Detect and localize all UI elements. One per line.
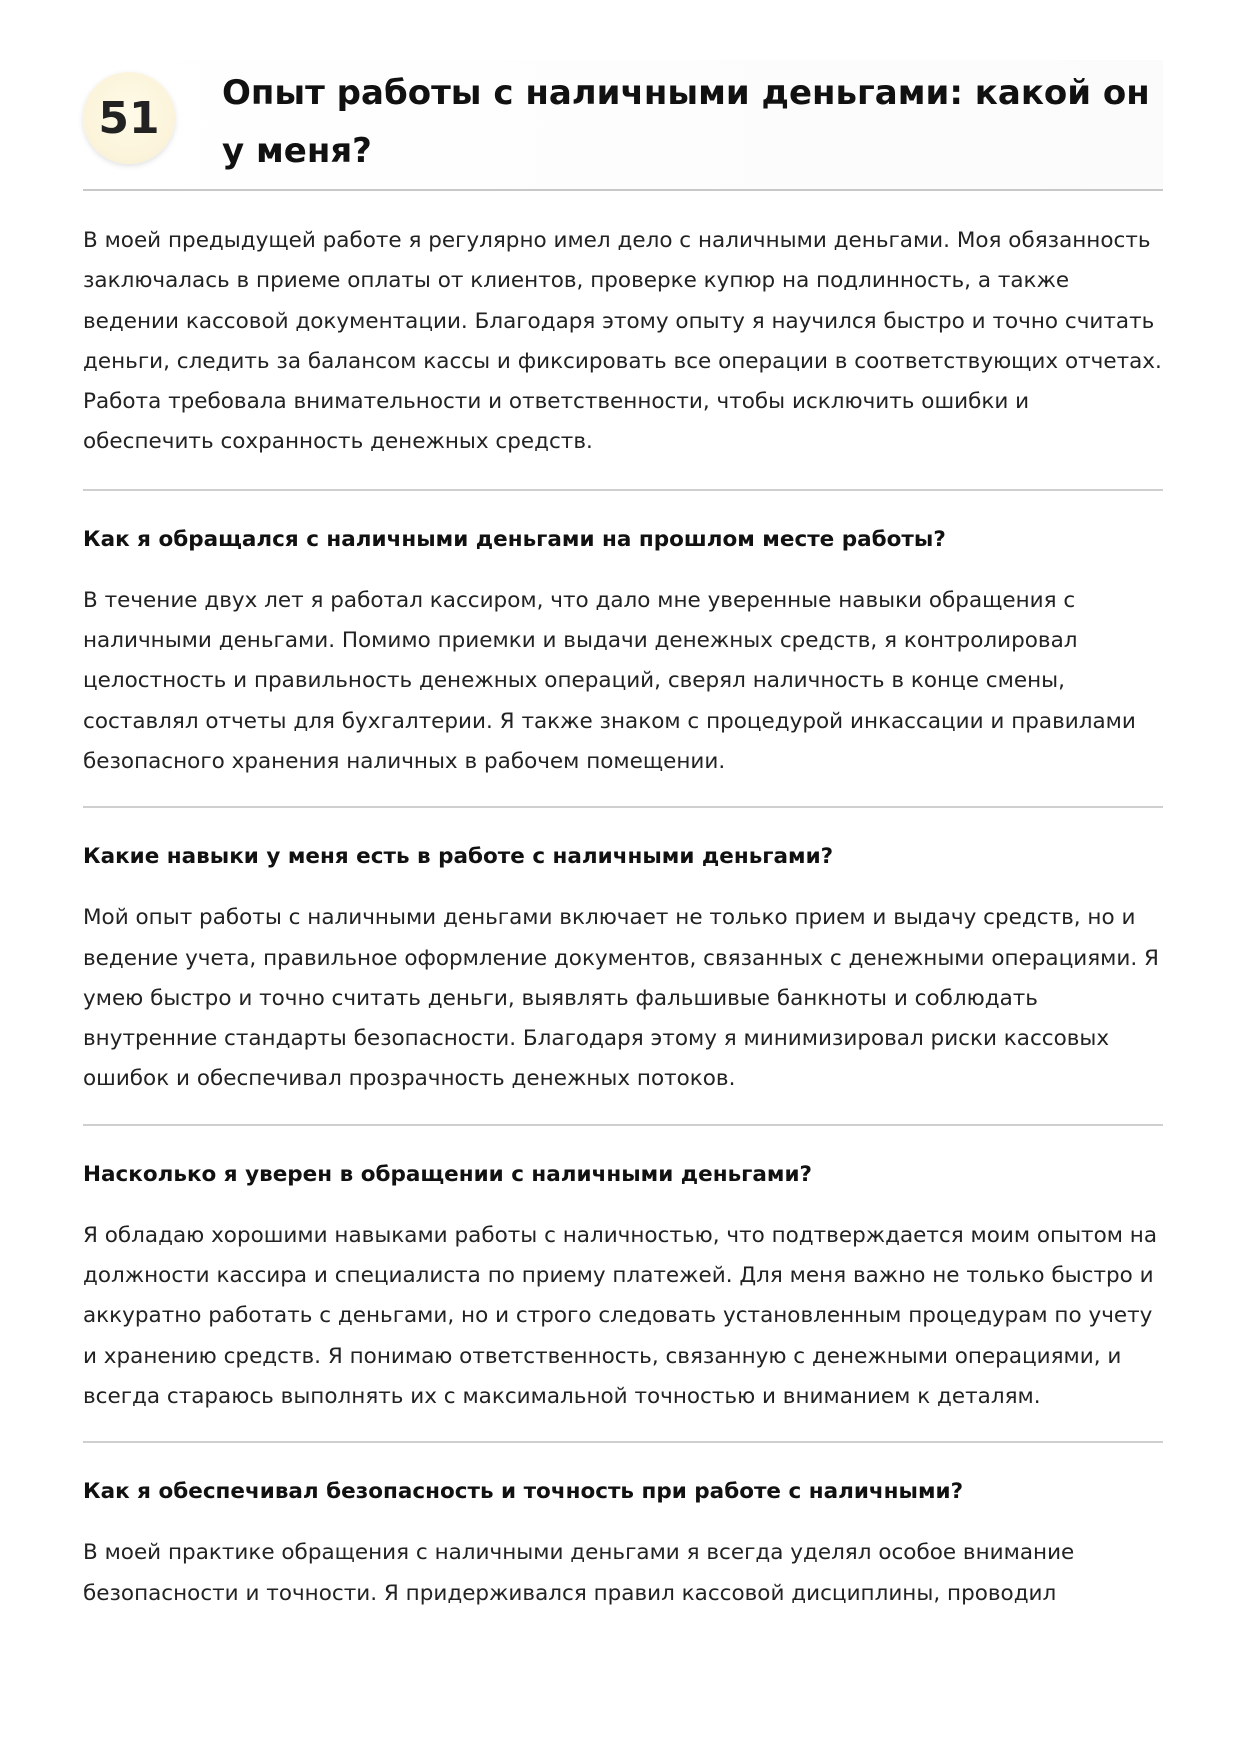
intro-section — [83, 191, 1163, 491]
intro-paragraph: В моей предыдущей работе я регулярно имел дело с наличными деньгами. Моя обязанность заключалась в приеме оплаты от клиентов, проверке купюр на подлинность, а также ведении кассовой документации. Благодаря этому опыту я научился быстро и точно считать деньги, следить за балансом кассы и фиксировать все операции в соответствующих отчетах. Работа требовала внимательности и ответственности, чтобы исключить ошибки и обеспечить сохранность денежных средств. — [83, 228, 1162, 455]
qa-section — [83, 1443, 1163, 1638]
section-answer: Мой опыт работы с наличными деньгами включает не только прием и выдачу средств, но и ведение учета, правильное оформление документов, связанных с денежными операциями. Я умею быстро и точно считать деньги, выявлять фальшивые банкноты и соблюдать внутренние стандарты безопасности. Благодаря этому я минимизировал риски кассовых ошибок и обеспечивал прозрачность денежных потоков. — [83, 905, 1159, 1092]
section-heading: Насколько я уверен в обращении с наличными деньгами? — [83, 1161, 813, 1187]
page-title: Опыт работы с наличными деньгами: какой он у меня? — [222, 73, 1150, 171]
section-answer: Я обладаю хорошими навыками работы с наличностью, что подтверждается моим опытом на должности кассира и специалиста по приему платежей. Для меня важно не только быстро и аккуратно работать с деньгами, но и строго следовать установленным процедурам по учету и хранению средств. Я понимаю ответственность, связанную с денежными операциями, и всегда стараюсь выполнять их с максимальной точностью и вниманием к деталям. — [83, 1222, 1158, 1409]
question-header — [83, 60, 1163, 191]
section-answer: В моей практике обращения с наличными деньгами я всегда уделял особое внимание безопасности и точности. Я придерживался правил кассовой дисциплины, проводил — [83, 1540, 1075, 1606]
qa-section — [83, 491, 1163, 808]
document-page — [83, 60, 1163, 1638]
question-number-badge: 51 — [83, 72, 175, 164]
qa-section — [83, 1126, 1163, 1443]
section-heading: Как я обращался с наличными деньгами на прошлом месте работы? — [83, 526, 946, 552]
qa-section — [83, 808, 1163, 1125]
section-heading: Как я обеспечивал безопасность и точность при работе с наличными? — [83, 1479, 964, 1505]
section-answer: В течение двух лет я работал кассиром, что дало мне уверенные навыки обращения с наличными деньгами. Помимо приемки и выдачи денежных средств, я контролировал целостность и правильность денежных операций, сверял наличность в конце смены, составлял отчеты для бухгалтерии. Я также знаком с процедурой инкассации и правилами безопасного хранения наличных в рабочем помещении. — [83, 587, 1136, 774]
section-heading: Какие навыки у меня есть в работе с наличными деньгами? — [83, 844, 834, 870]
